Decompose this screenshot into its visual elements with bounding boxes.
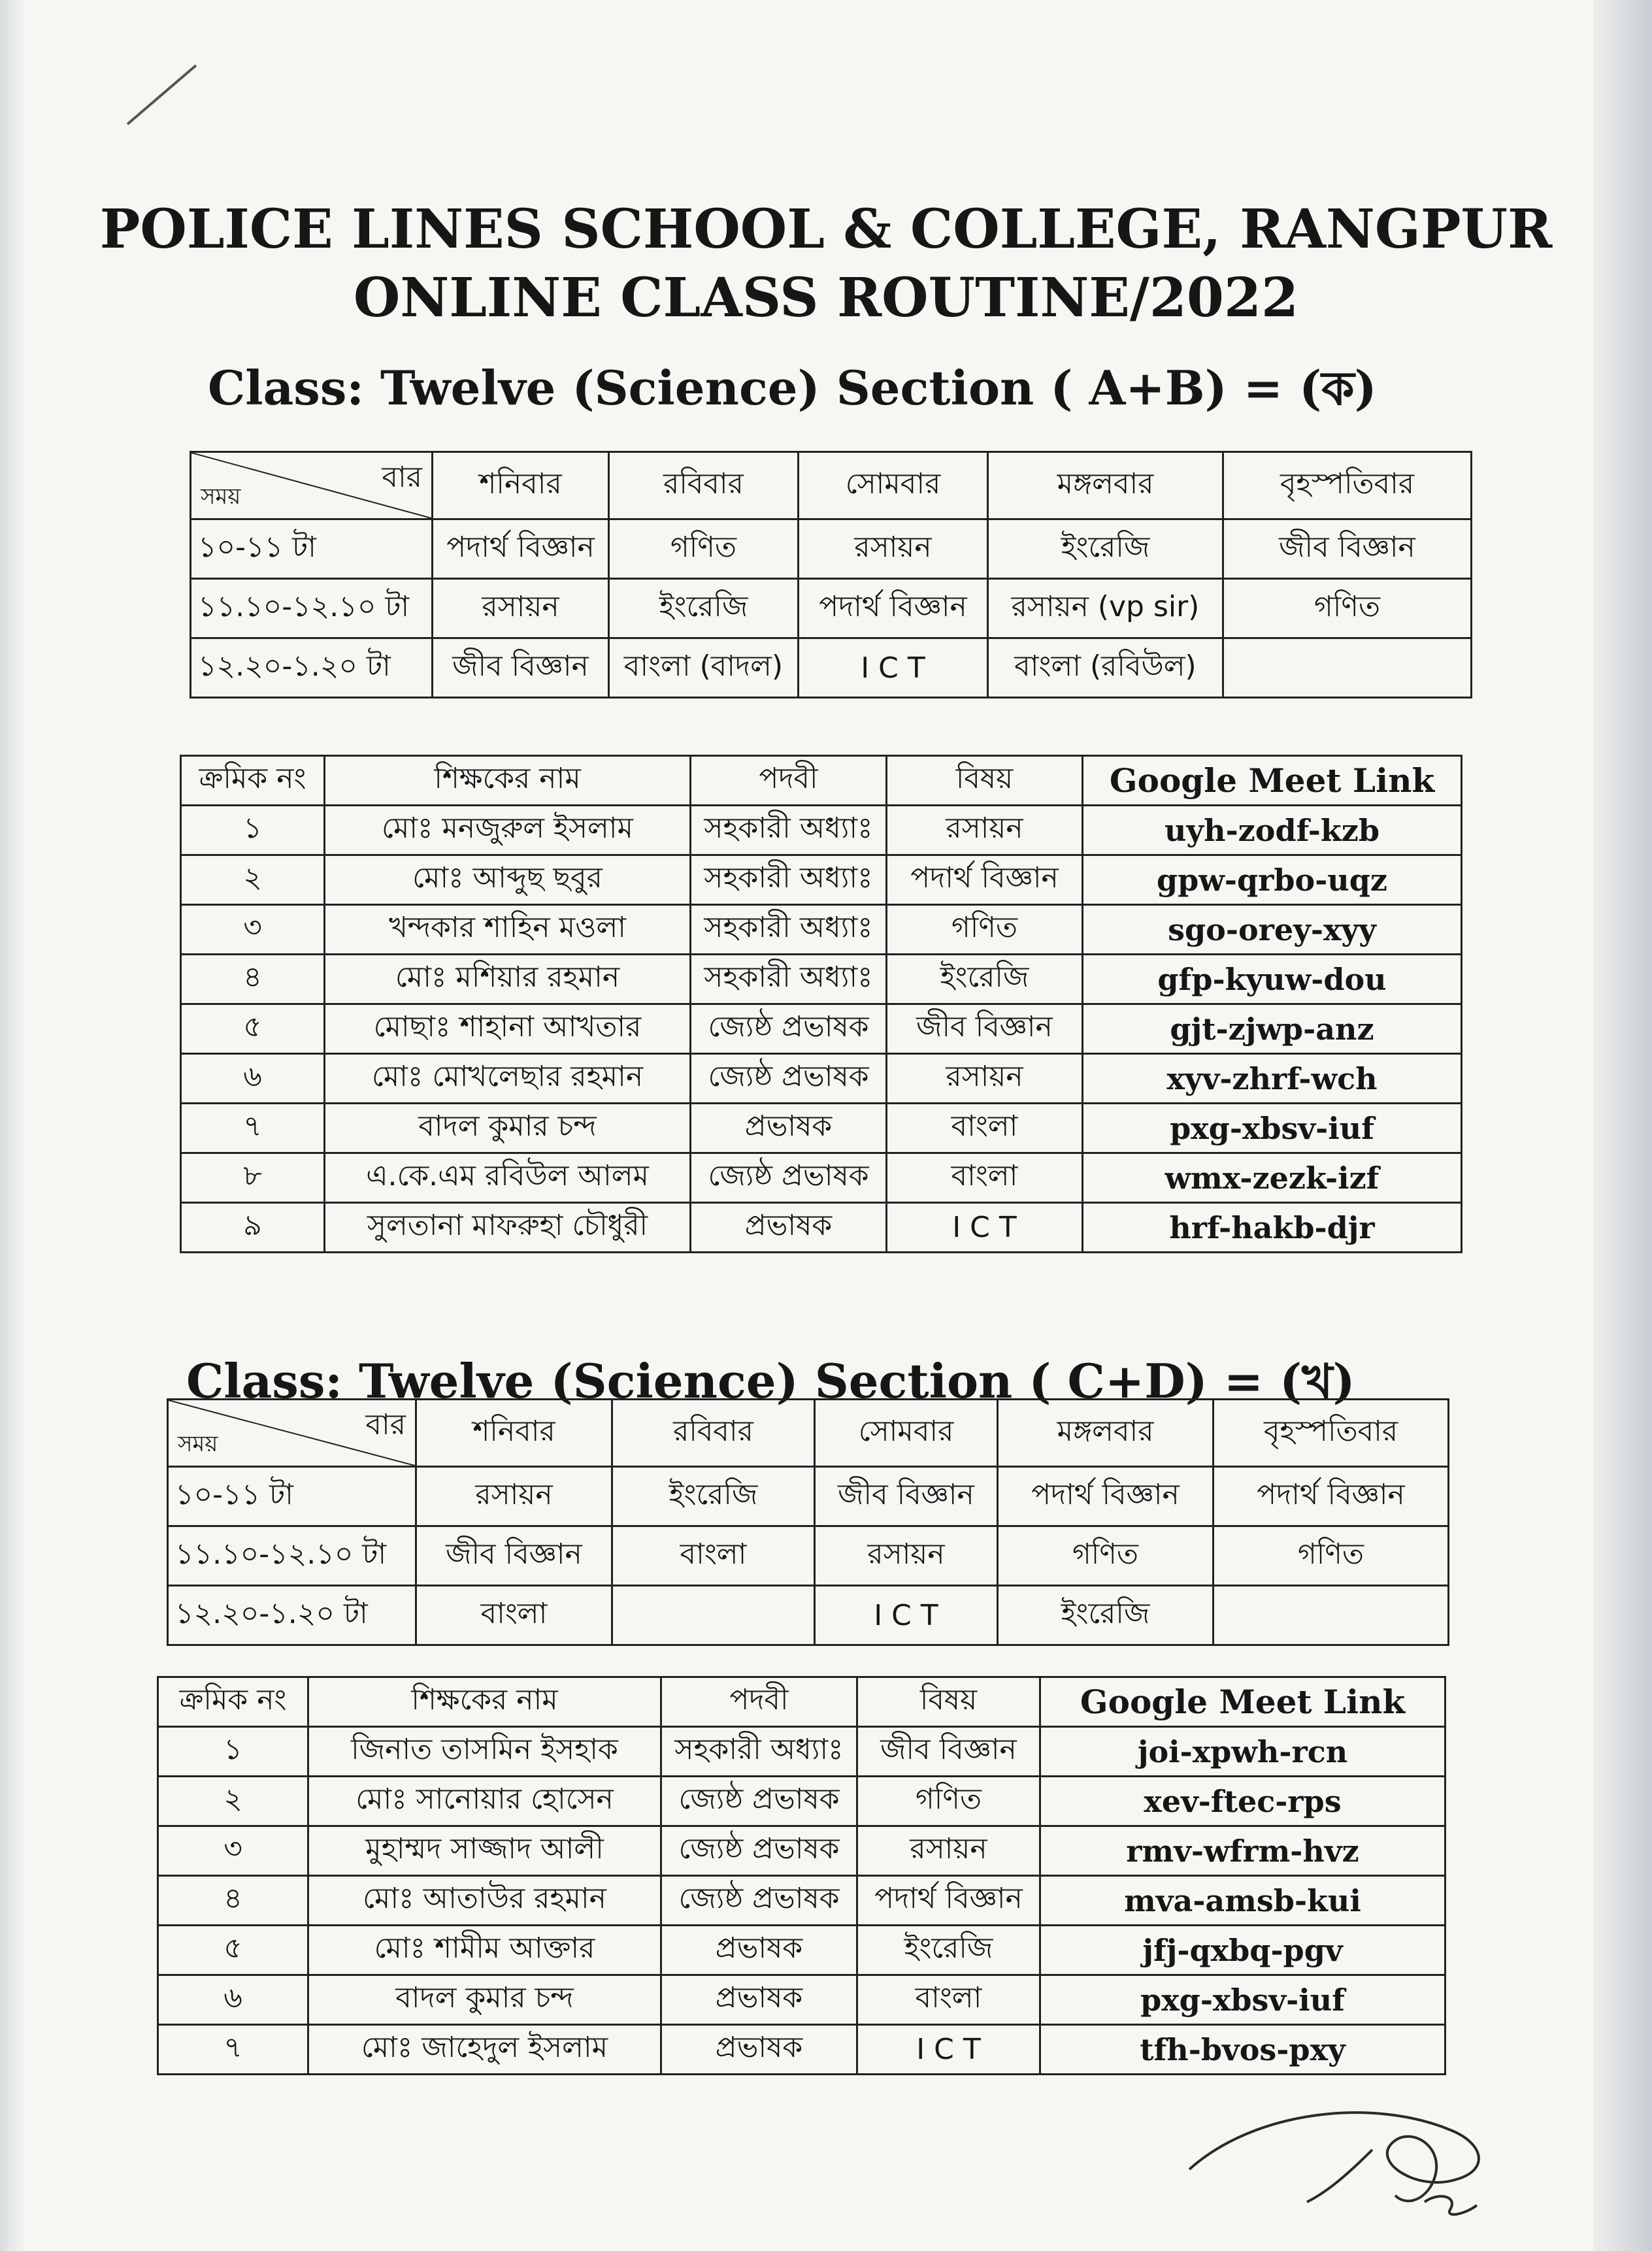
teacher-row <box>158 2025 1446 2075</box>
time-slot: ১০-১১ টা <box>191 519 433 579</box>
subject-cell: পদার্থ বিজ্ঞান <box>998 1467 1214 1526</box>
teacher-designation: প্রভাষক <box>661 2025 857 2075</box>
teacher-header-row <box>158 1677 1446 1727</box>
day-header: মঙ্গলবার <box>998 1400 1214 1467</box>
serial-number: ৩ <box>158 1826 308 1876</box>
serial-number: ৫ <box>158 1926 308 1975</box>
meet-link: xev-ftec-rps <box>1040 1777 1446 1826</box>
serial-number: ৬ <box>158 1975 308 2025</box>
meet-link: tfh-bvos-pxy <box>1040 2025 1446 2075</box>
teacher-table-ab <box>180 755 1462 1253</box>
teacher-subject: রসায়ন <box>887 1054 1083 1104</box>
serial-number: ৪ <box>181 955 325 1004</box>
subject-header: বিষয় <box>857 1677 1040 1727</box>
subject-cell: পদার্থ বিজ্ঞান <box>1214 1467 1449 1526</box>
subject-cell: ইংরেজি <box>609 579 799 638</box>
teacher-designation: সহকারী অধ্যাঃ <box>691 905 887 955</box>
routine-row <box>191 638 1472 698</box>
teacher-designation: সহকারী অধ্যাঃ <box>661 1727 857 1777</box>
class-title-cd: Class: Twelve (Science) Section ( C+D) = (খ) <box>186 1353 1355 1409</box>
meet-link: jfj-qxbq-pgv <box>1040 1926 1446 1975</box>
teacher-designation: প্রভাষক <box>661 1975 857 2025</box>
meet-link-header: Google Meet Link <box>1083 756 1462 806</box>
routine-row <box>168 1526 1449 1586</box>
day-header: বৃহস্পতিবার <box>1223 452 1472 519</box>
pen-scratch-mark <box>124 59 203 131</box>
meet-link: pxg-xbsv-iuf <box>1083 1104 1462 1153</box>
page-edge-shadow-right <box>1593 0 1652 2251</box>
teacher-subject: রসায়ন <box>887 806 1083 855</box>
day-header: মঙ্গলবার <box>988 452 1223 519</box>
time-slot: ১২.২০-১.২০ টা <box>191 638 433 698</box>
subject-cell: জীব বিজ্ঞান <box>433 638 609 698</box>
routine-corner-cell <box>191 452 433 519</box>
subject-cell: জীব বিজ্ঞান <box>815 1467 998 1526</box>
subject-cell: জীব বিজ্ঞান <box>416 1526 612 1586</box>
teacher-subject: পদার্থ বিজ্ঞান <box>857 1876 1040 1926</box>
teacher-row <box>181 1153 1462 1203</box>
day-header: বৃহস্পতিবার <box>1214 1400 1449 1467</box>
designation-header: পদবী <box>691 756 887 806</box>
teacher-row <box>158 1826 1446 1876</box>
teacher-subject: জীব বিজ্ঞান <box>887 1004 1083 1054</box>
teacher-designation: প্রভাষক <box>691 1203 887 1253</box>
teacher-name: মোঃ জাহেদুল ইসলাম <box>308 2025 661 2075</box>
teacher-designation: জ্যেষ্ঠ প্রভাষক <box>661 1777 857 1826</box>
designation-header: পদবী <box>661 1677 857 1727</box>
teacher-row <box>181 905 1462 955</box>
teacher-subject: গণিত <box>887 905 1083 955</box>
meet-link: wmx-zezk-izf <box>1083 1153 1462 1203</box>
meet-link: gfp-kyuw-dou <box>1083 955 1462 1004</box>
teacher-subject: I C T <box>857 2025 1040 2075</box>
subject-cell: পদার্থ বিজ্ঞান <box>799 579 988 638</box>
serial-number: ১ <box>158 1727 308 1777</box>
teacher-name: মুহাম্মদ সাজ্জাদ আলী <box>308 1826 661 1876</box>
subject-cell: I C T <box>799 638 988 698</box>
teacher-name: জিনাত তাসমিন ইসহাক <box>308 1727 661 1777</box>
teacher-name: বাদল কুমার চন্দ <box>308 1975 661 2025</box>
teacher-name: সুলতানা মাফরুহা চৌধুরী <box>325 1203 691 1253</box>
subject-cell: বাংলা (রবিউল) <box>988 638 1223 698</box>
meet-link: uyh-zodf-kzb <box>1083 806 1462 855</box>
routine-table-cd <box>167 1398 1449 1646</box>
teacher-name: খন্দকার শাহিন মওলা <box>325 905 691 955</box>
subject-cell: গণিত <box>998 1526 1214 1586</box>
subject-cell: বাংলা <box>416 1586 612 1645</box>
subject-cell: গণিত <box>1214 1526 1449 1586</box>
teacher-name: মোছাঃ শাহানা আখতার <box>325 1004 691 1054</box>
meet-link: gjt-zjwp-anz <box>1083 1004 1462 1054</box>
teacher-subject: বাংলা <box>887 1104 1083 1153</box>
teacher-designation: প্রভাষক <box>691 1104 887 1153</box>
name-header: শিক্ষকের নাম <box>325 756 691 806</box>
meet-link: joi-xpwh-rcn <box>1040 1727 1446 1777</box>
meet-link: sgo-orey-xyy <box>1083 905 1462 955</box>
teacher-name: মোঃ আতাউর রহমান <box>308 1876 661 1926</box>
teacher-name: মোঃ আব্দুছ ছবুর <box>325 855 691 905</box>
serial-number: ৫ <box>181 1004 325 1054</box>
serial-number: ৩ <box>181 905 325 955</box>
subject-cell: পদার্থ বিজ্ঞান <box>433 519 609 579</box>
teacher-row <box>181 1203 1462 1253</box>
subject-cell: রসায়ন (vp sir) <box>988 579 1223 638</box>
routine-title: ONLINE CLASS ROUTINE/2022 <box>353 267 1299 329</box>
teacher-row <box>158 1876 1446 1926</box>
teacher-name: মোঃ মশিয়ার রহমান <box>325 955 691 1004</box>
teacher-designation: প্রভাষক <box>661 1926 857 1975</box>
subject-cell: রসায়ন <box>416 1467 612 1526</box>
teacher-row <box>158 1727 1446 1777</box>
subject-cell <box>1214 1586 1449 1645</box>
teacher-designation: সহকারী অধ্যাঃ <box>691 855 887 905</box>
time-slot: ১১.১০-১২.১০ টা <box>168 1526 416 1586</box>
teacher-subject: ইংরেজি <box>887 955 1083 1004</box>
teacher-table-cd <box>157 1676 1446 2075</box>
serial-number: ১ <box>181 806 325 855</box>
subject-cell: ইংরেজি <box>988 519 1223 579</box>
teacher-row <box>181 955 1462 1004</box>
serial-header: ক্রমিক নং <box>181 756 325 806</box>
meet-link: gpw-qrbo-uqz <box>1083 855 1462 905</box>
time-slot: ১০-১১ টা <box>168 1467 416 1526</box>
teacher-name: বাদল কুমার চন্দ <box>325 1104 691 1153</box>
serial-number: ২ <box>158 1777 308 1826</box>
teacher-row <box>181 806 1462 855</box>
meet-link: mva-amsb-kui <box>1040 1876 1446 1926</box>
teacher-row <box>158 1926 1446 1975</box>
day-header: শনিবার <box>416 1400 612 1467</box>
teacher-subject: রসায়ন <box>857 1826 1040 1876</box>
teacher-designation: সহকারী অধ্যাঃ <box>691 955 887 1004</box>
serial-number: ৭ <box>181 1104 325 1153</box>
routine-row <box>191 579 1472 638</box>
day-header: রবিবার <box>612 1400 815 1467</box>
meet-link-header: Google Meet Link <box>1040 1677 1446 1727</box>
teacher-name: মোঃ শামীম আক্তার <box>308 1926 661 1975</box>
subject-cell: ইংরেজি <box>612 1467 815 1526</box>
serial-header: ক্রমিক নং <box>158 1677 308 1727</box>
teacher-designation: জ্যেষ্ঠ প্রভাষক <box>691 1054 887 1104</box>
serial-number: ৪ <box>158 1876 308 1926</box>
subject-header: বিষয় <box>887 756 1083 806</box>
corner-time-label: সময় <box>178 1431 218 1457</box>
subject-cell: বাংলা <box>612 1526 815 1586</box>
day-header: রবিবার <box>609 452 799 519</box>
subject-cell: I C T <box>815 1586 998 1645</box>
meet-link: rmv-wfrm-hvz <box>1040 1826 1446 1876</box>
subject-cell: রসায়ন <box>815 1526 998 1586</box>
teacher-subject: গণিত <box>857 1777 1040 1826</box>
routine-header-row <box>168 1400 1449 1467</box>
corner-time-label: সময় <box>201 484 241 510</box>
serial-number: ২ <box>181 855 325 905</box>
serial-number: ৯ <box>181 1203 325 1253</box>
subject-cell: বাংলা (বাদল) <box>609 638 799 698</box>
serial-number: ৮ <box>181 1153 325 1203</box>
class-title-ab: Class: Twelve (Science) Section ( A+B) = (ক) <box>208 360 1377 416</box>
teacher-name: মোঃ মনজুরুল ইসলাম <box>325 806 691 855</box>
serial-number: ৭ <box>158 2025 308 2075</box>
routine-row <box>168 1467 1449 1526</box>
teacher-designation: জ্যেষ্ঠ প্রভাষক <box>691 1153 887 1203</box>
teacher-name: এ.কে.এম রবিউল আলম <box>325 1153 691 1203</box>
teacher-subject: পদার্থ বিজ্ঞান <box>887 855 1083 905</box>
teacher-designation: জ্যেষ্ঠ প্রভাষক <box>691 1004 887 1054</box>
subject-cell: রসায়ন <box>799 519 988 579</box>
teacher-designation: সহকারী অধ্যাঃ <box>691 806 887 855</box>
signature <box>1176 2071 1516 2222</box>
teacher-subject: বাংলা <box>887 1153 1083 1203</box>
teacher-name: মোঃ মোখলেছার রহমান <box>325 1054 691 1104</box>
subject-cell: জীব বিজ্ঞান <box>1223 519 1472 579</box>
subject-cell: রসায়ন <box>433 579 609 638</box>
teacher-subject: বাংলা <box>857 1975 1040 2025</box>
teacher-designation: জ্যেষ্ঠ প্রভাষক <box>661 1826 857 1876</box>
teacher-subject: I C T <box>887 1203 1083 1253</box>
teacher-row <box>181 855 1462 905</box>
teacher-subject: ইংরেজি <box>857 1926 1040 1975</box>
routine-row <box>168 1586 1449 1645</box>
page-edge-shadow-left <box>0 0 26 2251</box>
corner-day-label: বার <box>365 1408 406 1441</box>
meet-link: hrf-hakb-djr <box>1083 1203 1462 1253</box>
meet-link: pxg-xbsv-iuf <box>1040 1975 1446 2025</box>
teacher-name: মোঃ সানোয়ার হোসেন <box>308 1777 661 1826</box>
meet-link: xyv-zhrf-wch <box>1083 1054 1462 1104</box>
name-header: শিক্ষকের নাম <box>308 1677 661 1727</box>
teacher-header-row <box>181 756 1462 806</box>
day-header: সোমবার <box>799 452 988 519</box>
day-header: সোমবার <box>815 1400 998 1467</box>
routine-table-ab <box>190 451 1472 698</box>
subject-cell: গণিত <box>609 519 799 579</box>
routine-corner-cell <box>168 1400 416 1467</box>
teacher-row <box>181 1104 1462 1153</box>
day-header: শনিবার <box>433 452 609 519</box>
school-title: POLICE LINES SCHOOL & COLLEGE, RANGPUR <box>99 198 1553 261</box>
subject-cell <box>612 1586 815 1645</box>
time-slot: ১২.২০-১.২০ টা <box>168 1586 416 1645</box>
teacher-subject: জীব বিজ্ঞান <box>857 1727 1040 1777</box>
teacher-row <box>181 1004 1462 1054</box>
teacher-row <box>158 1777 1446 1826</box>
serial-number: ৬ <box>181 1054 325 1104</box>
teacher-designation: জ্যেষ্ঠ প্রভাষক <box>661 1876 857 1926</box>
time-slot: ১১.১০-১২.১০ টা <box>191 579 433 638</box>
subject-cell <box>1223 638 1472 698</box>
subject-cell: ইংরেজি <box>998 1586 1214 1645</box>
teacher-row <box>158 1975 1446 2025</box>
teacher-row <box>181 1054 1462 1104</box>
subject-cell: গণিত <box>1223 579 1472 638</box>
routine-header-row <box>191 452 1472 519</box>
routine-row <box>191 519 1472 579</box>
corner-day-label: বার <box>382 461 422 494</box>
